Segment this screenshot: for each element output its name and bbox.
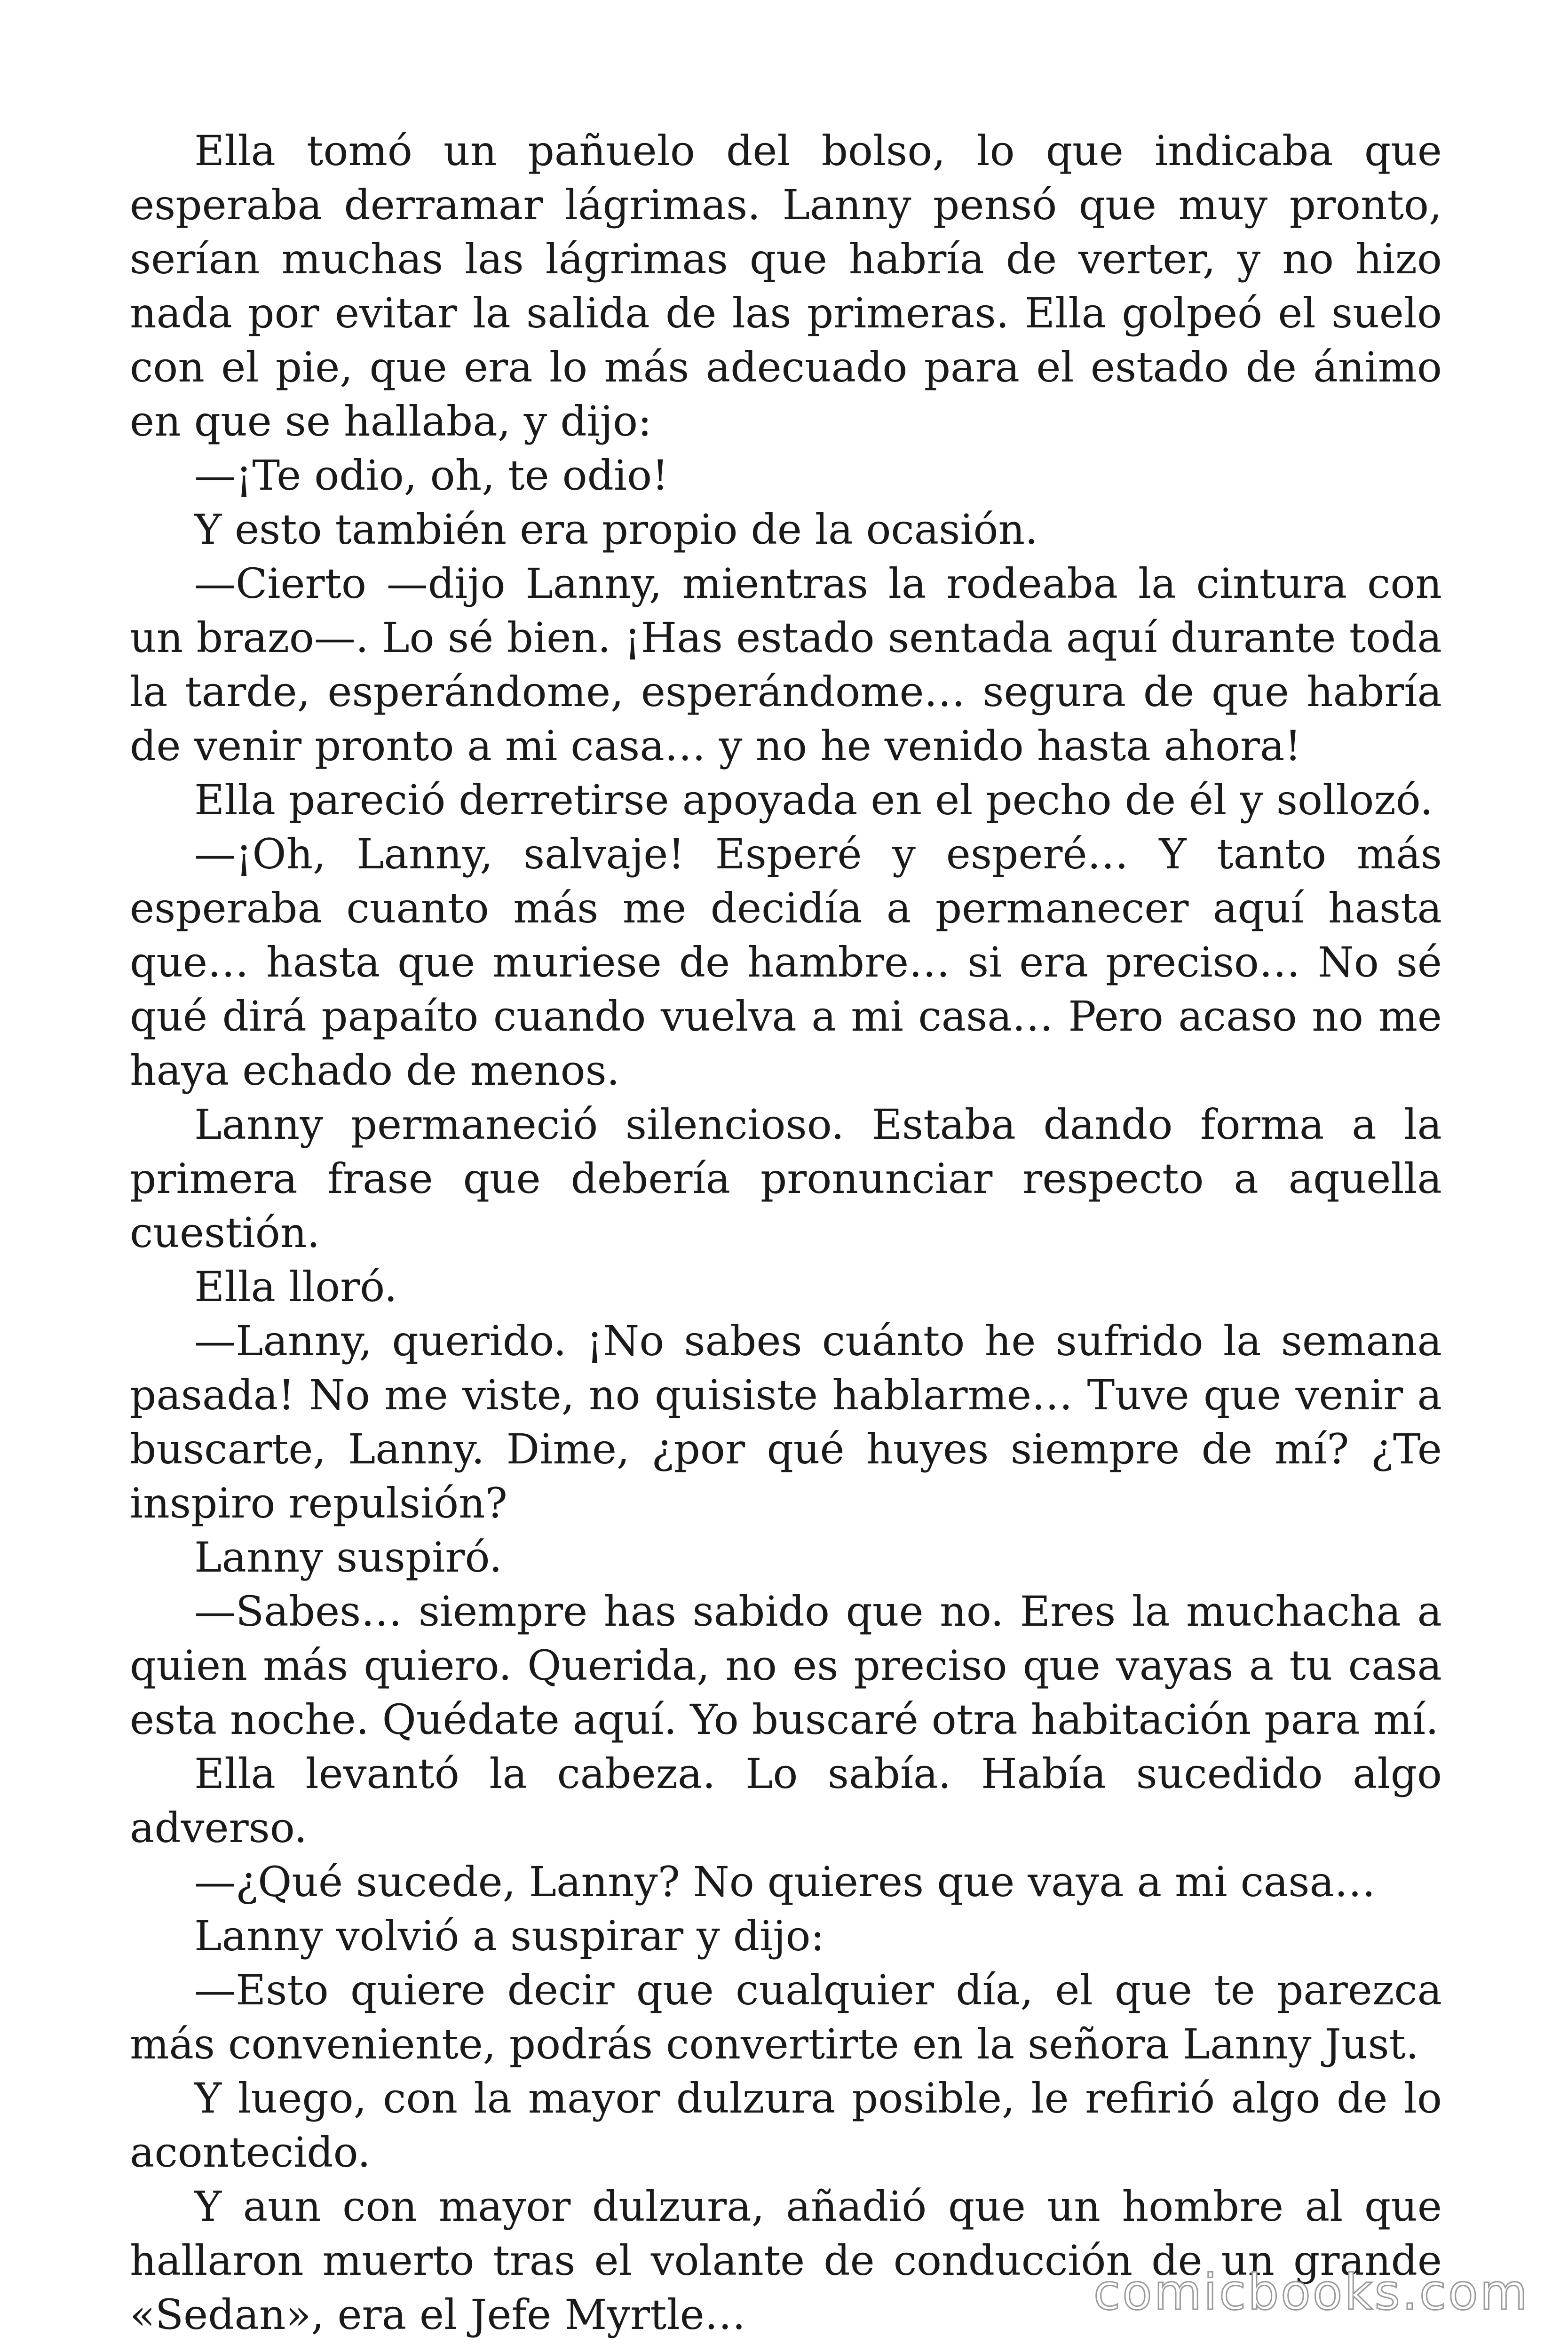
- paragraph-2: —¡Te odio, oh, te odio!: [194, 451, 669, 500]
- body-text: [130, 124, 1442, 2342]
- paragraph-12: Ella levantó la cabeza. Lo sabía. Había sucedido algo adverso.: [130, 1749, 1442, 1852]
- paragraph-13: —¿Qué sucede, Lanny? No quieres que vaya a mi casa…: [194, 1858, 1376, 1906]
- paragraph-11: —Sabes… siempre has sabido que no. Eres la muchacha a quien más quiero. Querida, no es preciso que vayas a tu casa esta noche. Quédate aquí. Yo buscaré otra habitación para mí.: [130, 1587, 1442, 1744]
- paragraph-9: —Lanny, querido. ¡No sabes cuánto he sufrido la semana pasada! No me viste, no quisiste hablarme… Tuve que venir a buscarte, Lanny. Dime, ¿por qué huyes siempre de mí? ¿Te inspiro repulsión?: [130, 1317, 1442, 1527]
- paragraph-4: —Cierto —dijo Lanny, mientras la rodeaba la cintura con un brazo—. Lo sé bien. ¡Has estado sentada aquí durante toda la tarde, esperándome, esperándome… segura de que habría de venir pronto a mi casa… y no he venido hasta ahora!: [130, 559, 1442, 770]
- paragraph-5: Ella pareció derretirse apoyada en el pecho de él y sollozó.: [194, 776, 1433, 824]
- paragraph-3: Y esto también era propio de la ocasión.: [194, 505, 1038, 554]
- paragraph-1: Ella tomó un pañuelo del bolso, lo que indicaba que esperaba derramar lágrimas. Lanny pensó que muy pronto, serían muchas las lágrimas que habría de verter, y no hizo nada por evitar la salida de las primeras. Ella golpeó el suelo con el pie, que era lo más adecuado para el estado de ánimo en que se hallaba, y dijo:: [130, 127, 1442, 445]
- paragraph-16: Y luego, con la mayor dulzura posible, le refirió algo de lo acontecido.: [130, 2074, 1442, 2177]
- paragraph-6: —¡Oh, Lanny, salvaje! Esperé y esperé… Y tanto más esperaba cuanto más me decidía a permanecer aquí hasta que… hasta que muriese de hambre… si era preciso… No sé qué dirá papaíto cuando vuelva a mi casa… Pero acaso no me haya echado de menos.: [130, 830, 1442, 1095]
- paragraph-7: Lanny permaneció silencioso. Estaba dando forma a la primera frase que debería pronunciar respecto a aquella cuestión.: [130, 1100, 1442, 1257]
- paragraph-8: Ella lloró.: [194, 1263, 397, 1311]
- paragraph-15: —Esto quiere decir que cualquier día, el que te parezca más conveniente, podrás convertirte en la señora Lanny Just.: [130, 1966, 1442, 2068]
- watermark: comicbooks.com: [1093, 2264, 1529, 2321]
- paragraph-17: Y aun con mayor dulzura, añadió que un hombre al que hallaron muerto tras el volante de conducción de un grande «Sedan», era el Jefe Myrtle…: [130, 2182, 1442, 2339]
- paragraph-14: Lanny volvió a suspirar y dijo:: [194, 1912, 825, 1960]
- paragraph-10: Lanny suspiró.: [194, 1533, 502, 1581]
